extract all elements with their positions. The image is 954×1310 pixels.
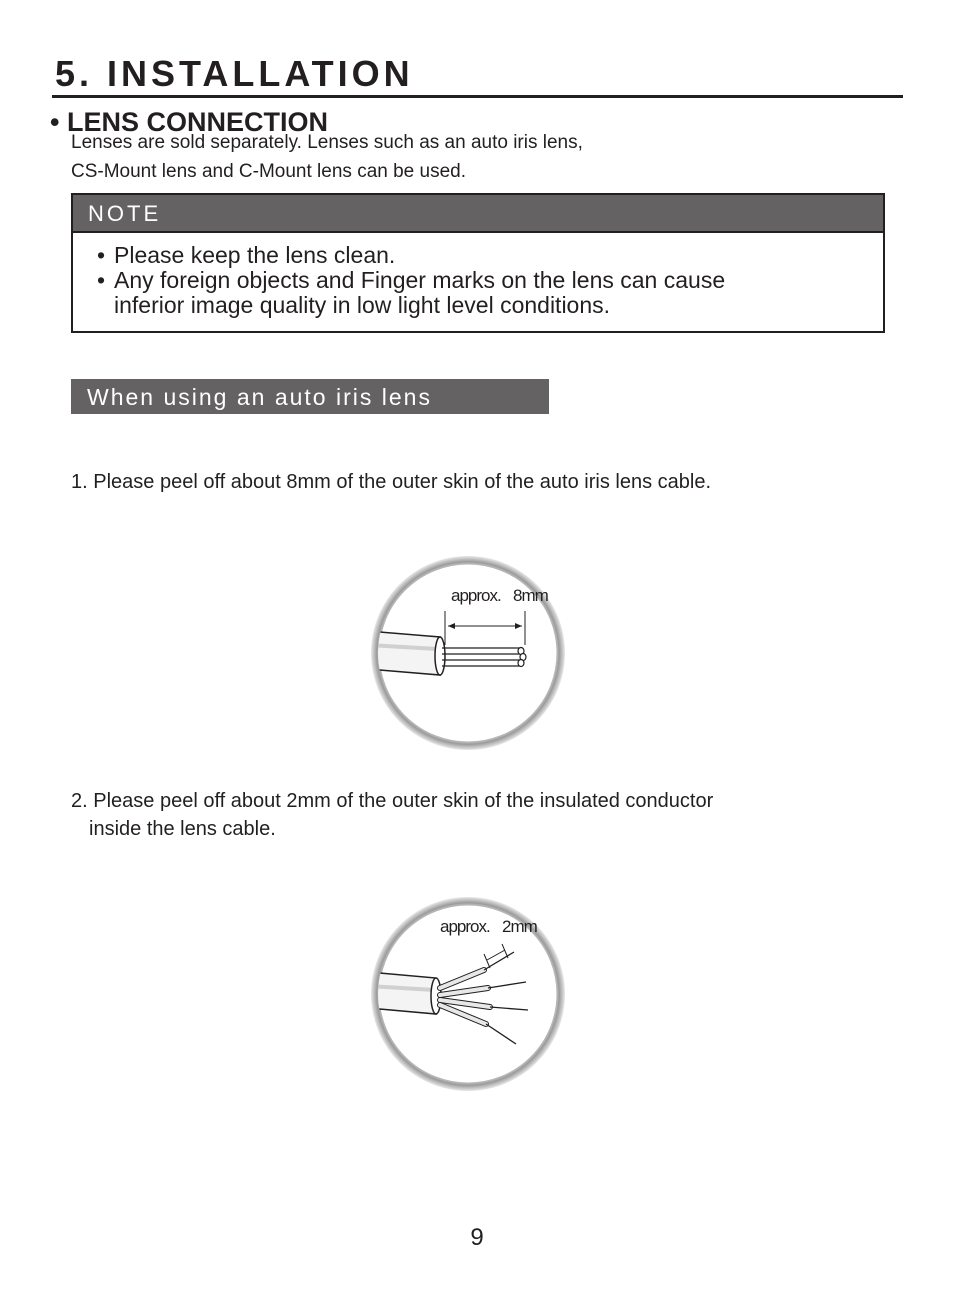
step-line: 1. Please peel off about 8mm of the outer skin of the auto iris lens cable. (71, 471, 712, 493)
measure-label: 8mm (513, 586, 548, 605)
measure-label: 2mm (502, 917, 537, 936)
note-list (73, 233, 883, 318)
note-label: NOTE (73, 195, 883, 233)
bullet: • (97, 242, 106, 268)
intro-line: Lenses are sold separately. Lenses such as an auto iris lens, (71, 132, 583, 153)
step-2-text (71, 787, 713, 843)
step-line: inside the lens cable. (89, 818, 276, 840)
approx-label: approx. (451, 586, 501, 605)
note-box (71, 193, 885, 333)
section-heading: • LENS CONNECTION (50, 107, 328, 137)
note-item-text: Any foreign objects and Finger marks on the lens can cause (114, 267, 726, 293)
approx-label: approx. (440, 917, 490, 936)
title-divider (52, 95, 903, 98)
note-item-text: inferior image quality in low light level conditions. (114, 292, 611, 318)
bullet: • (97, 267, 106, 293)
note-item-text: Please keep the lens clean. (114, 242, 396, 268)
cable-strip-8mm-figure (368, 553, 568, 753)
page-number: 9 (470, 1224, 484, 1251)
note-item (97, 243, 883, 268)
conductor-strip-2mm-figure (368, 894, 568, 1094)
note-item (97, 268, 883, 318)
step-1-text (71, 468, 711, 496)
intro-line: CS-Mount lens and C-Mount lens can be used. (71, 161, 466, 182)
subsection-label: When using an auto iris lens (71, 379, 549, 414)
step-line: 2. Please peel off about 2mm of the outer skin of the insulated conductor (71, 790, 714, 812)
chapter-title: 5. INSTALLATION (55, 53, 414, 94)
